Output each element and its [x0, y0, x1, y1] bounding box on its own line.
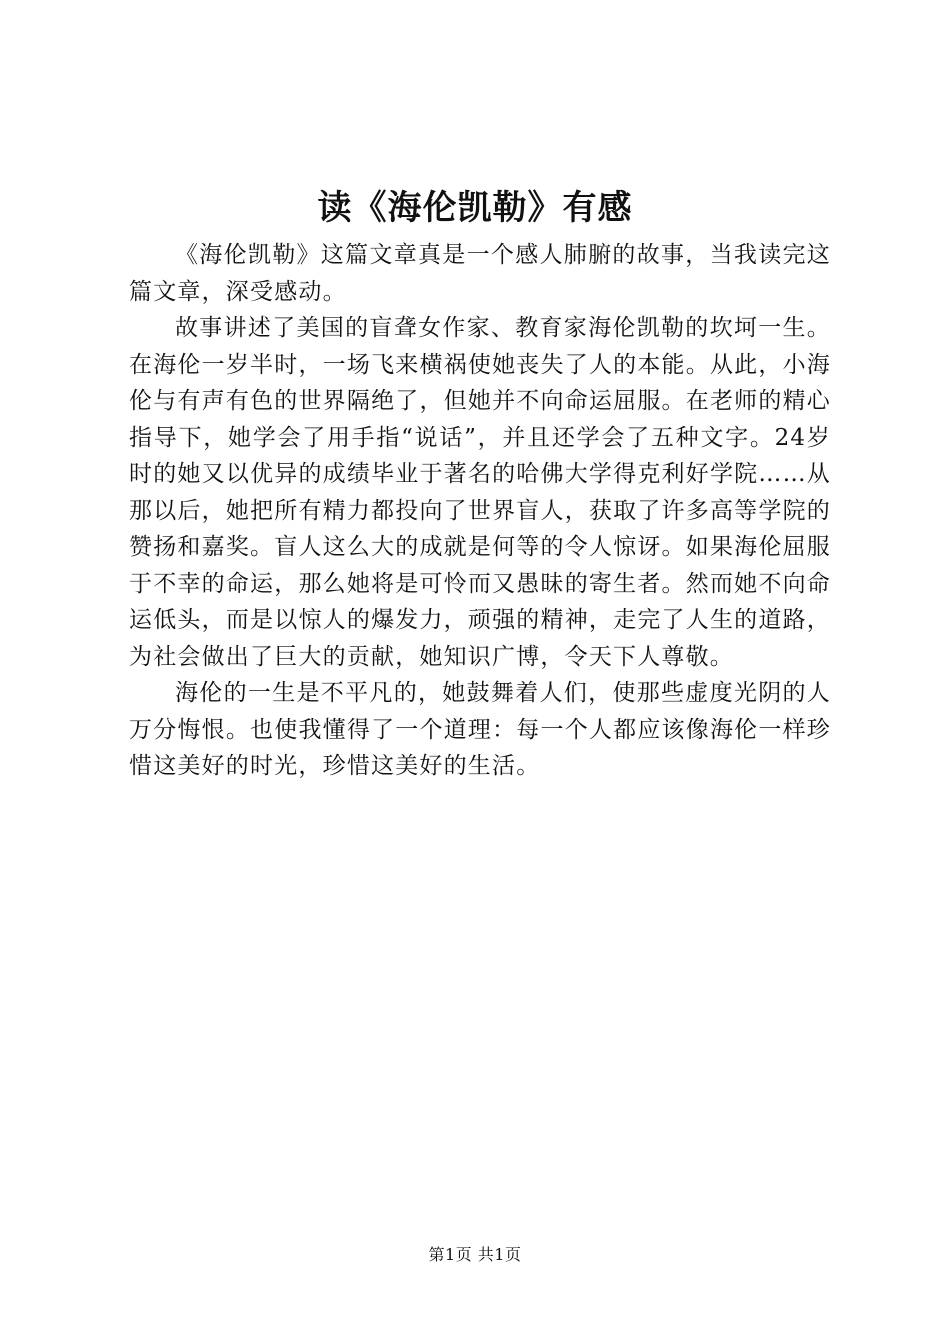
paragraph-1: 《海伦凯勒》这篇文章真是一个感人肺腑的故事，当我读完这篇文章，深受感动。	[129, 242, 831, 305]
paragraph-2: 故事讲述了美国的盲聋女作家、教育家海伦凯勒的坎坷一生。在海伦一岁半时，一场飞来横祸使她丧失了人的本能。从此，小海伦与有声有色的世界隔绝了，但她并不向命运屈服。在老师的精心指导下，她学会了用手指“说话”，并且还学会了五种文字。24岁时的她又以优异的成绩毕业于著名的哈佛大学得克利好学院……从那以后，她把所有精力都投向了世界盲人，获取了许多高等学院的赞扬和嘉奖。盲人这么大的成就是何等的令人惊讶。如果海伦屈服于不幸的命运，那么她将是可怜而又愚昧的寄生者。然而她不向命运低头，而是以惊人的爆发力，顽强的精神，走完了人生的道路，为社会做出了巨大的贡献，她知识广博，令天下人尊敬。	[129, 315, 831, 670]
document-body	[129, 237, 831, 785]
document-title: 读《海伦凯勒》有感	[317, 188, 633, 228]
page-number-footer: 第1页 共1页	[428, 1245, 522, 1264]
paragraph-3: 海伦的一生是不平凡的，她鼓舞着人们，使那些虚度光阴的人万分悔恨。也使我懂得了一个道理：每一个人都应该像海伦一样珍惜这美好的时光，珍惜这美好的生活。	[129, 680, 831, 779]
